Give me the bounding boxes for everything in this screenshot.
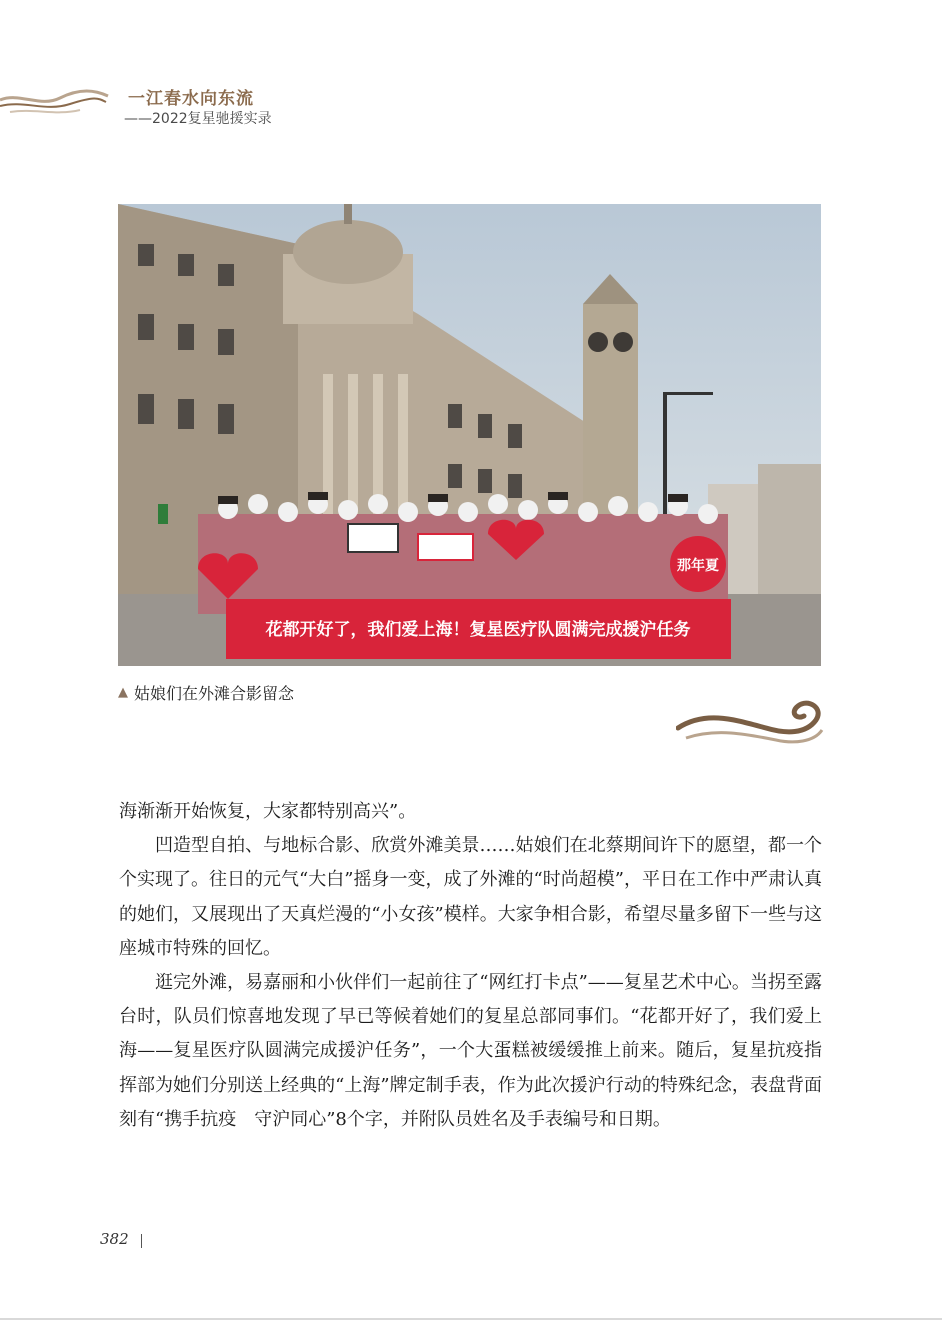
swirl-ornament (676, 690, 826, 750)
photo-banner-text: 花都开好了，我们爱上海！复星医疗队圆满完成援沪任务 (265, 620, 691, 640)
photo-caption (118, 681, 294, 704)
header-wave-ornament (0, 82, 110, 122)
bottom-edge-line (0, 1318, 942, 1320)
photo-group-at-bund (118, 204, 821, 666)
caption-marker-icon: ▲ (118, 685, 128, 700)
paragraph-3: 逛完外滩，易嘉丽和小伙伴们一起前往了“网红打卡点”——复星艺术中心。当拐至露台时，队员们惊喜地发现了早已等候着她们的复星总部同事们。“花都开好了，我们爱上海——复星医疗队圆满完成援沪任务”，一个大蛋糕被缓缓推上前来。随后，复星抗疫指挥部为她们分别送上经典的“上海”牌定制手表，作为此次援沪行动的特殊纪念，表盘背面刻有“携手抗疫 守沪同心”8个字，并附队员姓名及手表编号和日期。 (119, 972, 822, 1130)
running-header-title: 一江春水向东流 (128, 89, 254, 109)
page-number-divider (141, 1234, 142, 1248)
body-text (119, 795, 822, 1137)
photo-sign-text: 那年夏 (677, 558, 719, 574)
paragraph-2: 凹造型自拍、与地标合影、欣赏外滩美景……姑娘们在北蔡期间许下的愿望，都一个个实现了。往日的元气“大白”摇身一变，成了外滩的“时尚超模”，平日在工作中严肃认真的她们，又展现出了天真烂漫的“小女孩”模样。大家争相合影，希望尽量多留下一些与这座城市特殊的回忆。 (119, 835, 822, 959)
page-number: 382 (100, 1230, 129, 1248)
paragraph-1: 海渐渐开始恢复，大家都特别高兴”。 (119, 801, 417, 822)
caption-text: 姑娘们在外滩合影留念 (134, 684, 295, 703)
running-header-subtitle: ——2022复星驰援实录 (124, 111, 272, 127)
